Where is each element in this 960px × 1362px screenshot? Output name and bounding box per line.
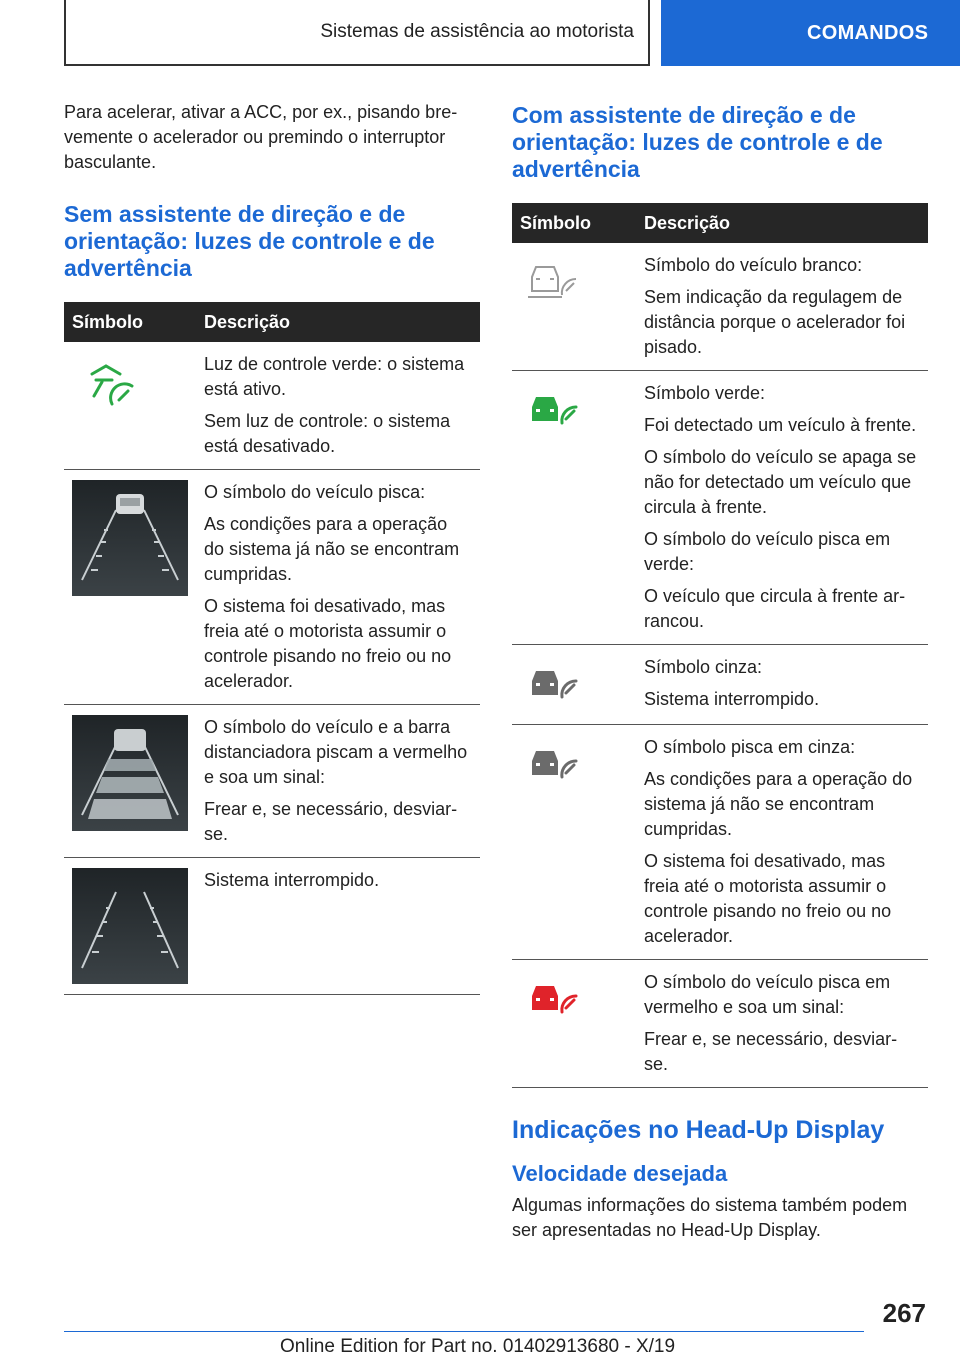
description-line: Sistema interrompido. xyxy=(204,870,380,890)
description-line: Frear e, se necessário, desviar-se. xyxy=(644,1029,898,1074)
running-header xyxy=(64,0,650,66)
vehicle-white-icon xyxy=(524,257,584,307)
intro-paragraph: Para acelerar, ativar a ACC, por ex., pisando brevemente o acelerador ou premindo o interruptor basculante. xyxy=(64,102,458,172)
col-header-description: Descrição xyxy=(196,302,480,342)
section-title: Sistemas de assistência ao motorista xyxy=(320,21,634,42)
table-row xyxy=(512,725,928,960)
hud-subheading: Velocidade desejada xyxy=(512,1161,728,1186)
footer-text: Online Edition for Part no. 01402913680 - X/19 xyxy=(280,1336,676,1357)
description-line: Sem luz de controle: o sistema está desativado. xyxy=(204,411,451,456)
display-vehicle-image xyxy=(72,480,188,596)
table-row xyxy=(512,243,928,371)
description-line: Sem indicação da regulagem de distância porque o acelerador foi pisado. xyxy=(644,287,906,357)
vehicle-gray-icon xyxy=(524,659,584,709)
page-number: 267 xyxy=(882,1298,926,1328)
vehicle-red-icon xyxy=(524,974,584,1024)
left-heading: Sem assistente de direção e de orientação: luzes de controle e de advertência xyxy=(64,201,435,281)
left-column xyxy=(64,100,480,995)
display-vehicle-bars-image xyxy=(72,715,188,831)
display-empty-road-image xyxy=(72,868,188,984)
acc-green-icon xyxy=(86,360,146,410)
col-header-description: Descrição xyxy=(636,203,928,243)
table-row xyxy=(512,960,928,1088)
table-row xyxy=(64,470,480,705)
description-line: O símbolo do veículo se apaga se não for detectado um veículo que circula à frente. xyxy=(644,447,917,517)
description-line: Símbolo verde: xyxy=(644,383,766,403)
left-symbol-table xyxy=(64,302,480,995)
description-line: O símbolo do veículo pisca: xyxy=(204,482,426,502)
description-line: O sistema foi desativado, mas freia até o motorista assumir o controle pisando no freio ou no acelerador. xyxy=(644,851,892,946)
description-line: Sistema interrompido. xyxy=(644,689,820,709)
col-header-symbol: Símbolo xyxy=(512,203,636,243)
description-line: O símbolo do veículo pisca em vermelho e soa um sinal: xyxy=(644,972,891,1017)
hud-heading: Indicações no Head-Up Display xyxy=(512,1116,885,1144)
description-line: Luz de controle verde: o sistema está ativo. xyxy=(204,354,465,399)
footer-divider xyxy=(64,1331,864,1332)
description-line: O símbolo do veículo e a barra distanciadora piscam a vermelho e soa um sinal: xyxy=(204,717,468,787)
description-line: O veículo que circula à frente arrancou. xyxy=(644,586,906,631)
right-heading: Com assistente de direção e de orientação: luzes de controle e de advertência xyxy=(512,102,883,182)
hud-paragraph: Algumas informações do sistema também podem ser apresentadas no Head-Up Display. xyxy=(512,1195,908,1240)
description-line: As condições para a operação do sistema já não se encontram cumpridas. xyxy=(644,769,913,839)
chapter-tab xyxy=(661,0,960,66)
description-line: O símbolo pisca em cinza: xyxy=(644,737,856,757)
table-row xyxy=(64,858,480,995)
description-line: Símbolo do veículo branco: xyxy=(644,255,863,275)
table-row xyxy=(512,645,928,725)
col-header-symbol: Símbolo xyxy=(64,302,196,342)
description-line: As condições para a operação do sistema já não se encontram cumpridas. xyxy=(204,514,460,584)
description-line: O símbolo do veículo pisca em verde: xyxy=(644,529,891,574)
vehicle-green-icon xyxy=(524,385,584,435)
vehicle-gray-icon xyxy=(524,739,584,789)
table-row xyxy=(512,371,928,645)
description-line: O sistema foi desativado, mas freia até o motorista assumir o controle pisando no freio ou no acelerador. xyxy=(204,596,452,691)
table-row xyxy=(64,342,480,470)
chapter-label: COMANDOS xyxy=(807,21,929,44)
description-line: Frear e, se necessário, desviar-se. xyxy=(204,799,458,844)
description-line: Símbolo cinza: xyxy=(644,657,763,677)
description-line: Foi detectado um veículo à frente. xyxy=(644,415,917,435)
table-row xyxy=(64,705,480,858)
right-symbol-table xyxy=(512,203,928,1088)
right-column xyxy=(512,100,928,1243)
